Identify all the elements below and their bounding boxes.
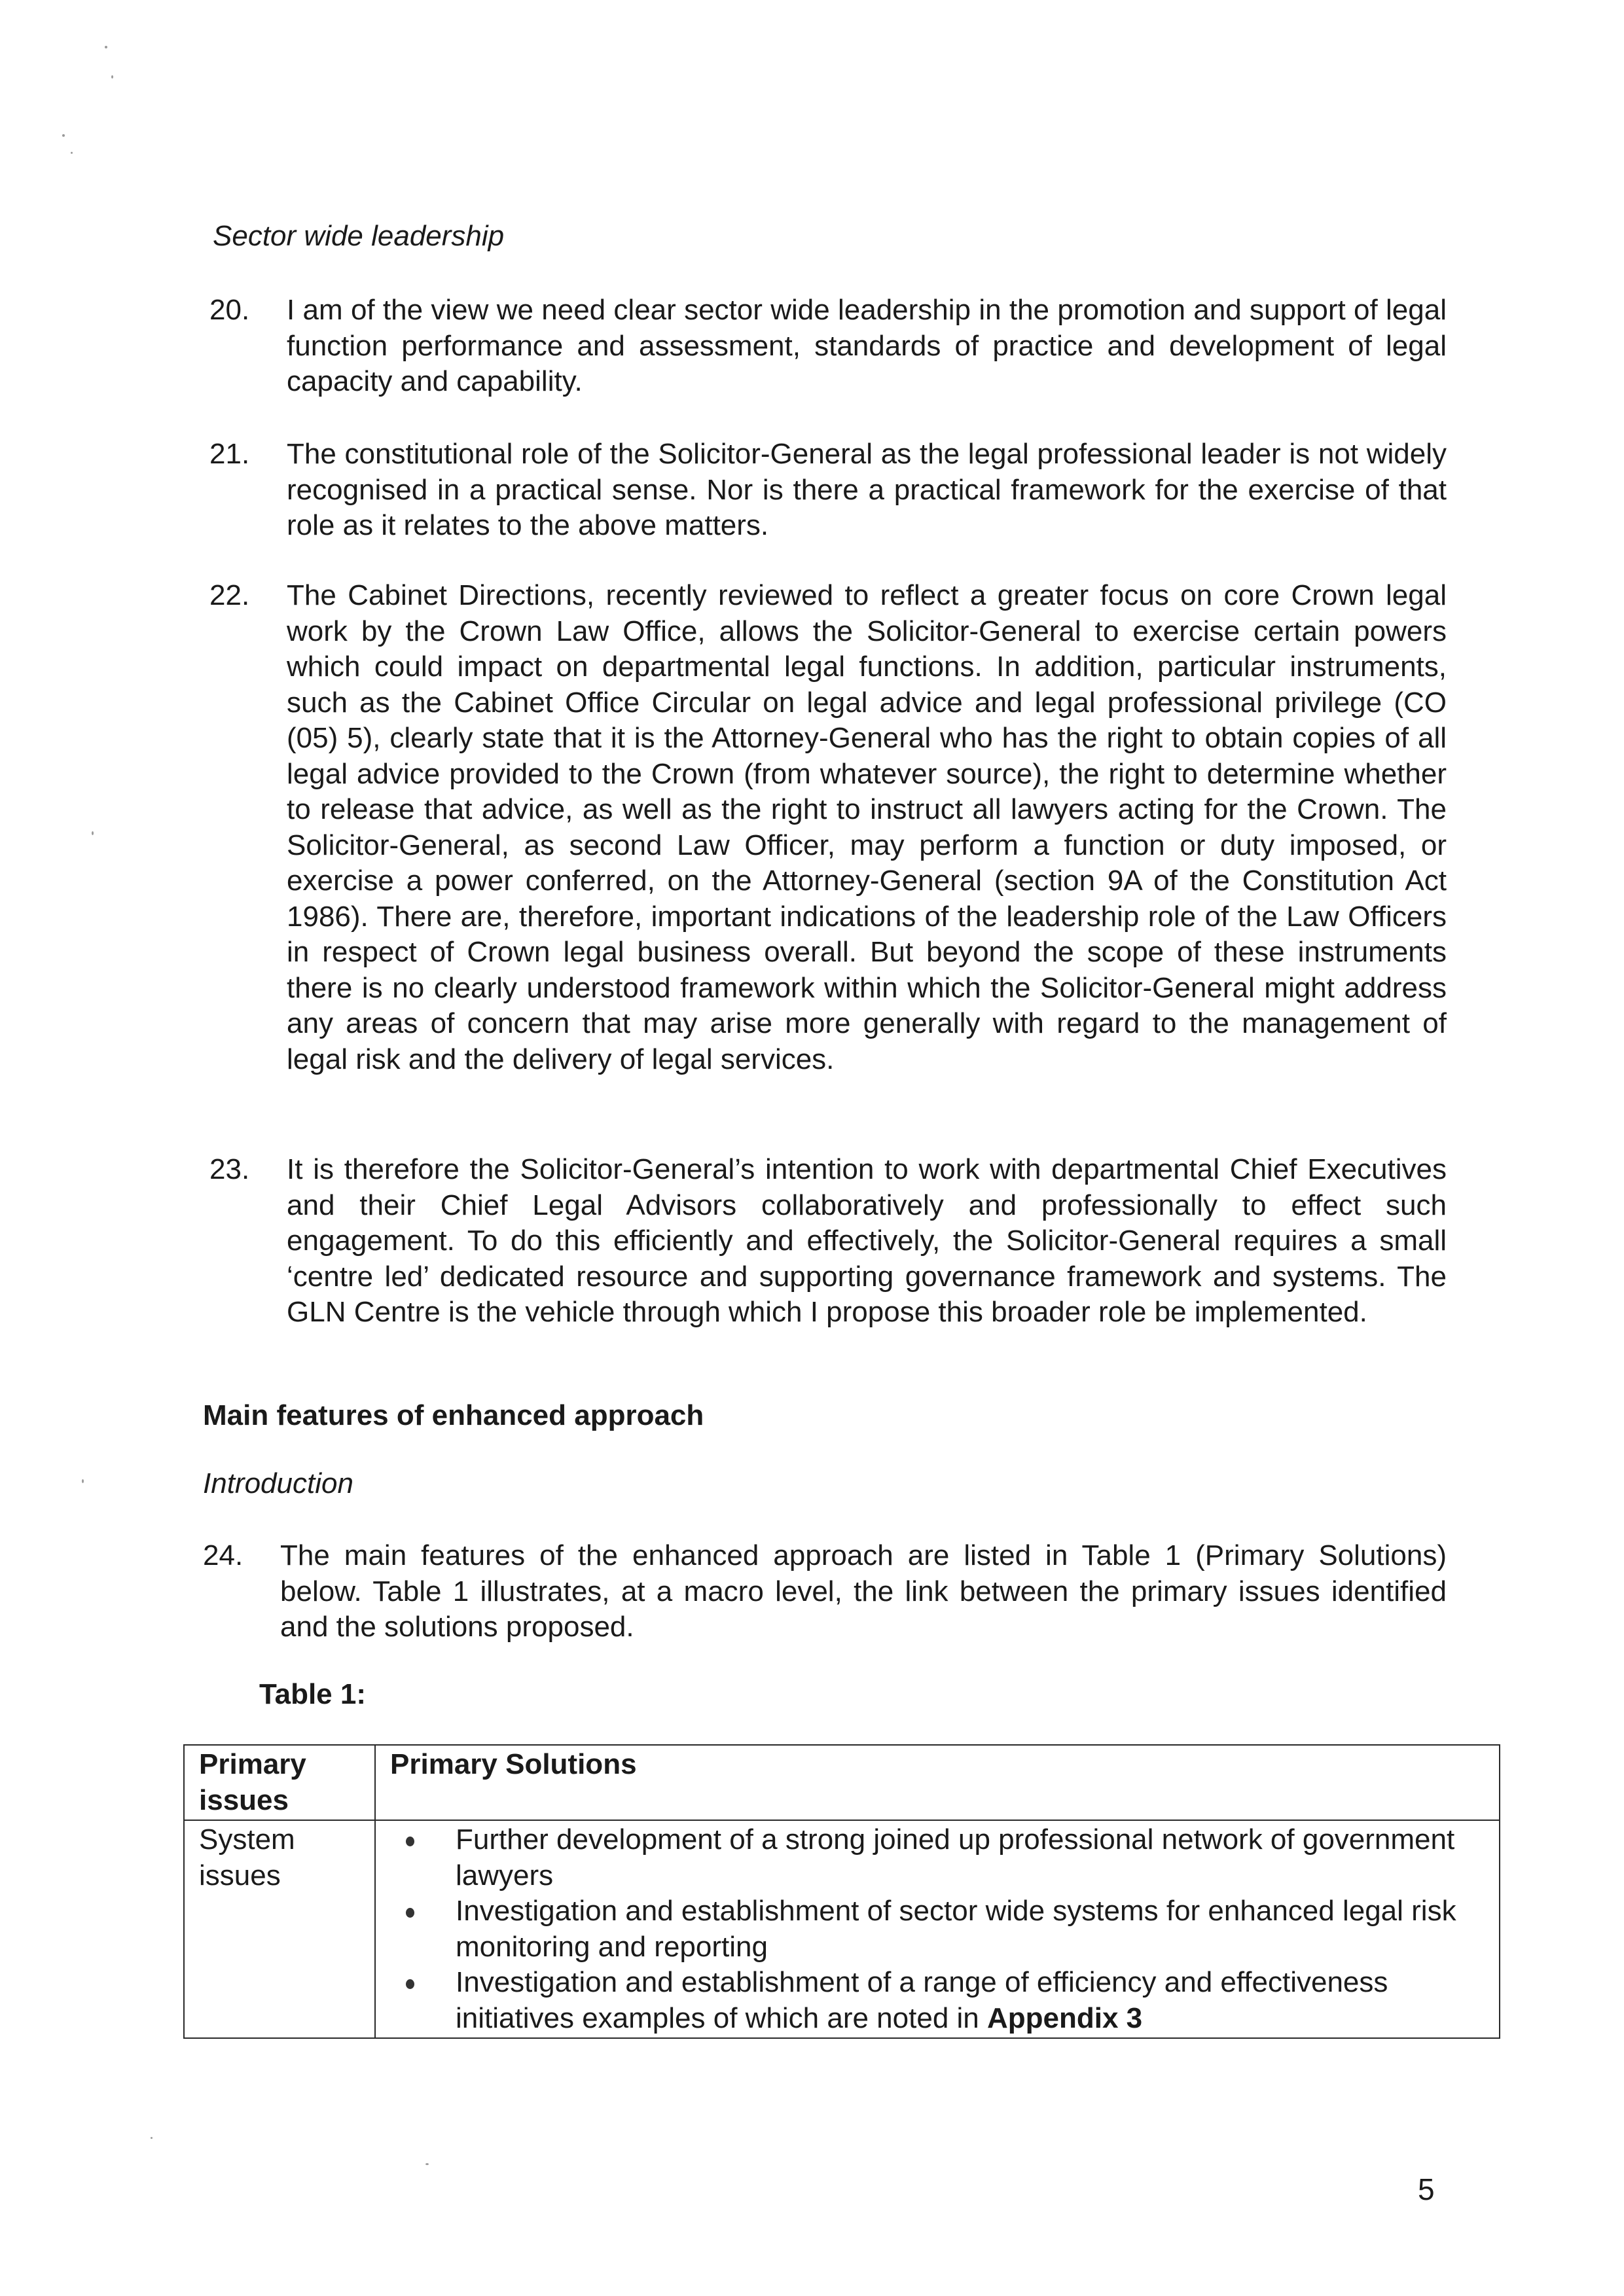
list-item-text: Further development of a strong joined up professional network of government lawyers	[456, 1823, 1455, 1892]
scan-speck	[92, 831, 94, 835]
paragraph-21	[209, 437, 1447, 544]
paragraph-text: I am of the view we need clear sector wide leadership in the promotion and support of legal function performance and assessment, standards of practice and development of legal capacity and capability.	[287, 294, 1447, 397]
bullet-icon	[406, 1837, 414, 1846]
table-cell-solutions	[375, 1820, 1500, 2038]
scan-speck	[151, 2137, 153, 2139]
table-header-primary-solutions: Primary Solutions	[375, 1745, 1500, 1820]
list-item-text: Investigation and establishment of a range of efficiency and effectiveness initiatives examples of which are noted in	[456, 1966, 1388, 2034]
primary-solutions-table	[183, 1744, 1500, 2039]
scan-speck	[62, 134, 65, 137]
section-subheading-sector-wide-leadership: Sector wide leadership	[213, 220, 505, 252]
paragraph-text: The constitutional role of the Solicitor-General as the legal professional leader is not widely recognised in a practical sense. Nor is there a practical framework for the exercise of that role as it relates to the above matters.	[287, 438, 1447, 541]
table-caption: Table 1:	[259, 1678, 367, 1710]
paragraph-number: 22.	[209, 579, 250, 611]
table-cell-issue: System issues	[184, 1820, 375, 2038]
paragraph-text: The Cabinet Directions, recently reviewed to reflect a greater focus on core Crown legal work by the Crown Law Office, allows the Solicitor-General to exercise certain powers which could impact on departmental legal functions. In addition, particular instruments, such as the Cabinet Office Circular on legal advice and legal professional privilege (CO (05) 5), clearly state that it is the Attorney-General who has the right to obtain copies of all legal advice provided to the Crown (from whatever source), the right to determine whether to release that advice, as well as the right to instruct all lawyers acting for the Crown. The Solicitor-General, as second Law Officer, may perform a function or duty imposed, or exercise a power conferred, on the Attorney-General (section 9A of the Constitution Act 1986). There are, therefore, important indications of the leadership role of the Law Officers in respect of Crown legal business overall. But beyond the scope of these instruments there is no clearly understood framework within which the Solicitor-General might address any areas of concern that may arise more generally with regard to the management of legal risk and the delivery of legal services.	[287, 579, 1447, 1075]
paragraph-number: 21.	[209, 438, 250, 470]
list-item	[390, 1822, 1486, 1893]
scan-speck	[425, 2163, 429, 2165]
paragraph-20	[209, 293, 1447, 400]
paragraph-24	[203, 1538, 1447, 1645]
paragraph-text: It is therefore the Solicitor-General’s intention to work with departmental Chief Executives and their Chief Legal Advisors collaboratively and professionally to effect such engagement. To do this efficiently and effectively, the Solicitor-General requires a small ‘centre led’ dedicated resource and supporting governance framework and systems. The GLN Centre is the vehicle through which I propose this broader role be implemented.	[287, 1153, 1447, 1328]
paragraph-number: 20.	[209, 294, 250, 326]
list-item	[390, 1893, 1486, 1965]
solutions-list	[390, 1822, 1486, 2036]
paragraph-23	[209, 1152, 1447, 1331]
list-item	[390, 1965, 1486, 2036]
section-heading-main-features: Main features of enhanced approach	[203, 1399, 704, 1431]
scan-speck	[71, 152, 73, 154]
section-subheading-introduction: Introduction	[203, 1467, 353, 1499]
paragraph-number: 23.	[209, 1153, 250, 1185]
list-item-text: Investigation and establishment of sector wide systems for enhanced legal risk monitoring and reporting	[456, 1895, 1456, 1963]
bullet-icon	[406, 1979, 414, 1989]
table-header-row	[184, 1745, 1500, 1820]
scan-speck	[82, 1479, 84, 1483]
table-row	[184, 1820, 1500, 2038]
scan-speck	[111, 75, 113, 79]
paragraph-22	[209, 578, 1447, 1077]
bullet-icon	[406, 1908, 414, 1918]
page-number: 5	[1418, 2172, 1435, 2206]
paragraph-number: 24.	[203, 1539, 244, 1571]
paragraph-text: The main features of the enhanced approach are listed in Table 1 (Primary Solutions) below. Table 1 illustrates, at a macro level, the link between the primary issues identified and the solutions proposed.	[280, 1539, 1447, 1643]
table-header-primary-issues: Primary issues	[184, 1745, 375, 1820]
appendix-reference: Appendix 3	[986, 2001, 1143, 2034]
scan-speck	[105, 46, 107, 48]
